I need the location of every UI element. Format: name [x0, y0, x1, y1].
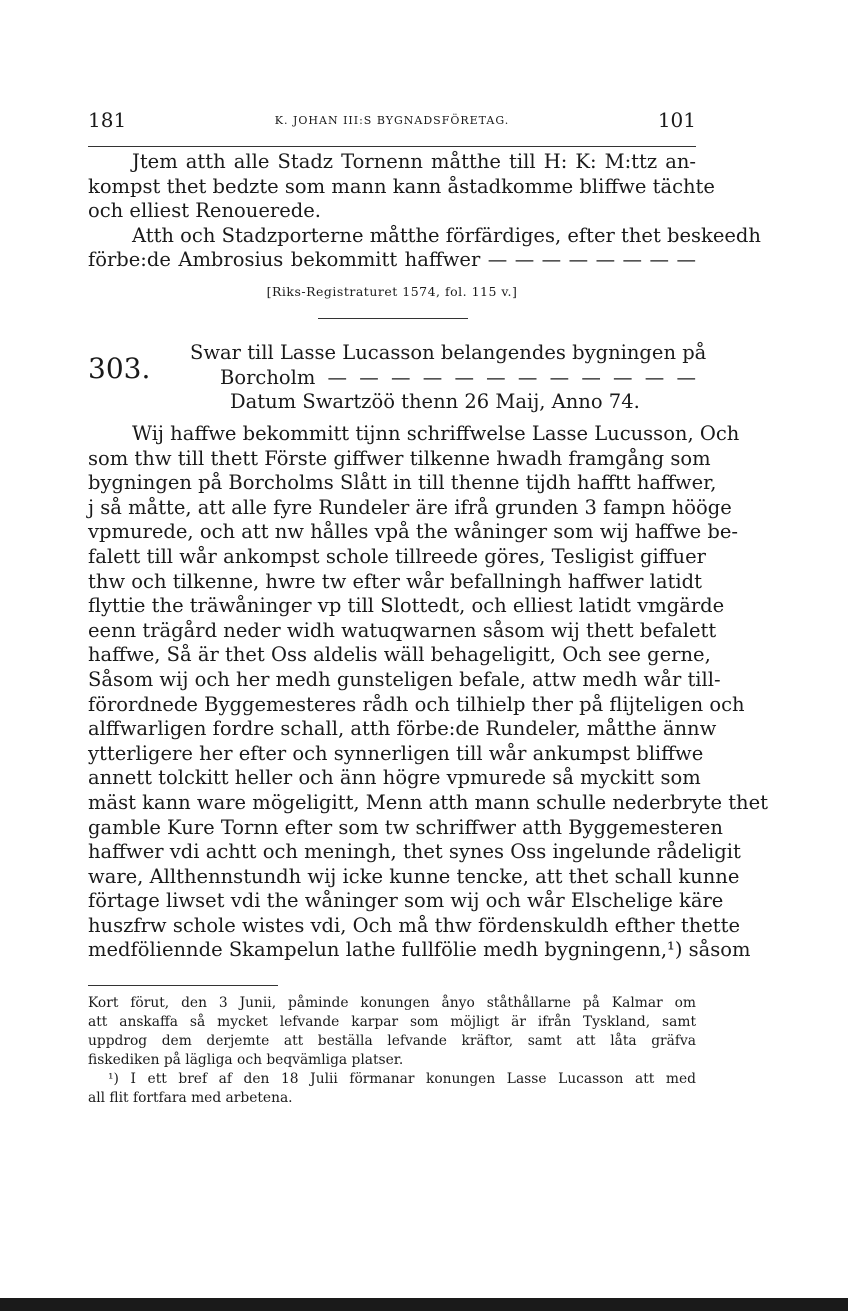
note-line: fiskediken på lägliga och beqvämliga platser.: [88, 1052, 404, 1068]
note-line: uppdrog dem derjemte att beställa lefvande kräftor, samt att låta gräfva: [88, 1033, 696, 1049]
text-line: gamble Kure Tornn efter som tw schriffwer atth Byggemesteren: [88, 815, 723, 839]
text-line: kompst thet bedzte som mann kann åstadkomme bliffwe tächte: [88, 174, 715, 198]
note-line: Kort förut, den 3 Junii, påminde konungen ånyo ståthållarne på Kalmar om: [88, 995, 696, 1011]
scan-edge-bar: [0, 1298, 848, 1311]
text-line: thw och tilkenne, hwre tw efter wår befallningh haffwer latidt: [88, 569, 702, 593]
text-line: medföliennde Skampelun lathe fullfölie medh bygningenn,¹) såsom: [88, 938, 751, 962]
text-line: vpmurede, och att nw hålles vpå the wåninger som wij haffwe be-: [88, 520, 738, 544]
text-line: Wij haffwe bekommitt tijnn schriffwelse Lasse Lucusson, Och: [132, 422, 740, 445]
text-line: förbe:de Ambrosius bekommitt haffwer — — — — — — — —: [88, 248, 696, 272]
footnote-rule: [88, 985, 278, 986]
text-line: Atth och Stadzporterne måtthe förfärdiges, efter thet beskeedh: [132, 223, 761, 247]
document-body: [88, 422, 768, 963]
text-line: eenn trägård neder widh watuqwarnen såsom wij thett befalett: [88, 618, 717, 642]
text-line: och elliest Renouerede.: [88, 199, 321, 223]
footnote-line: all flit fortfara med arbetena.: [88, 1090, 293, 1106]
text-line: bygningen på Borcholms Slått in till thenne tijdh hafftt haffwer,: [88, 471, 717, 495]
text-line: förtage liwset vdi the wåninger som wij och wår Elschelige käre: [88, 889, 724, 913]
document-number: 303.: [88, 352, 151, 385]
footnotes: [88, 994, 696, 1108]
text-line: mäst kann ware mögeligitt, Menn atth mann schulle nederbryte thet: [88, 790, 768, 814]
text-line: haffwe, Så är thet Oss aldelis wäll behageligitt, Och see gerne,: [88, 643, 711, 667]
heading-date: Datum Swartzöö thenn 26 Maij, Anno 74.: [230, 390, 640, 414]
text-line: haffwer vdi achtt och meningh, thet synes Oss ingelunde rådeligit: [88, 840, 741, 864]
text-line: alffwarligen fordre schall, atth förbe:de Rundeler, måtthe ännw: [88, 717, 717, 741]
section-separator: [318, 318, 468, 319]
text-line: annett tolckitt heller och änn högre vpmurede så myckitt som: [88, 766, 701, 790]
text-line: ytterligere her efter och synnerligen till wår ankumpst bliffwe: [88, 741, 704, 765]
running-title: K. JOHAN III:S BYGNADSFÖRETAG.: [274, 114, 510, 127]
heading-line: Swar till Lasse Lucasson belangendes bygningen på: [190, 341, 707, 364]
text-line: förordnede Byggemesteres rådh och tilhielp ther på flijteligen och: [88, 692, 745, 716]
source-reference: [Riks-Registraturet 1574, fol. 115 v.]: [266, 284, 518, 299]
page-header: [88, 108, 696, 138]
text-line: ware, Allthennstundh wij icke kunne tencke, att thet schall kunne: [88, 864, 740, 888]
text-line: falett till wår ankompst schole tillreede göres, Tesligist giffuer: [88, 544, 706, 568]
header-rule: [88, 146, 696, 147]
text-line: Såsom wij och her medh gunsteligen befale, attw medh wår till-: [88, 667, 721, 691]
footnote-line: ¹) I ett bref af den 18 Julii förmanar konungen Lasse Lucasson att med: [108, 1071, 696, 1087]
page-number-right: 101: [657, 108, 696, 132]
text-line: flyttie the träwåninger vp till Slottedt, och elliest latidt vmgärde: [88, 594, 725, 618]
text-line: j så måtte, att alle fyre Rundeler äre ifrå grunden 3 fampn hööge: [88, 495, 732, 519]
text-line: som thw till thett Förste giffwer tilkenne hwadh framgång som: [88, 446, 711, 470]
page-number-left: 181: [88, 108, 127, 132]
text-line: huszfrw schole wistes vdi, Och må thw fördenskuldh efther thette: [88, 913, 741, 937]
text-line: Jtem atth alle Stadz Tornenn måtthe till H: K: M:ttz an-: [132, 150, 696, 173]
document-heading: [190, 341, 707, 415]
letter-end-text: [88, 150, 761, 273]
heading-line: Borcholm — — — — — — — — — — — —: [220, 365, 696, 389]
note-line: att anskaffa så mycket lefvande karpar som möjligt är ifrån Tyskland, samt: [88, 1014, 696, 1030]
